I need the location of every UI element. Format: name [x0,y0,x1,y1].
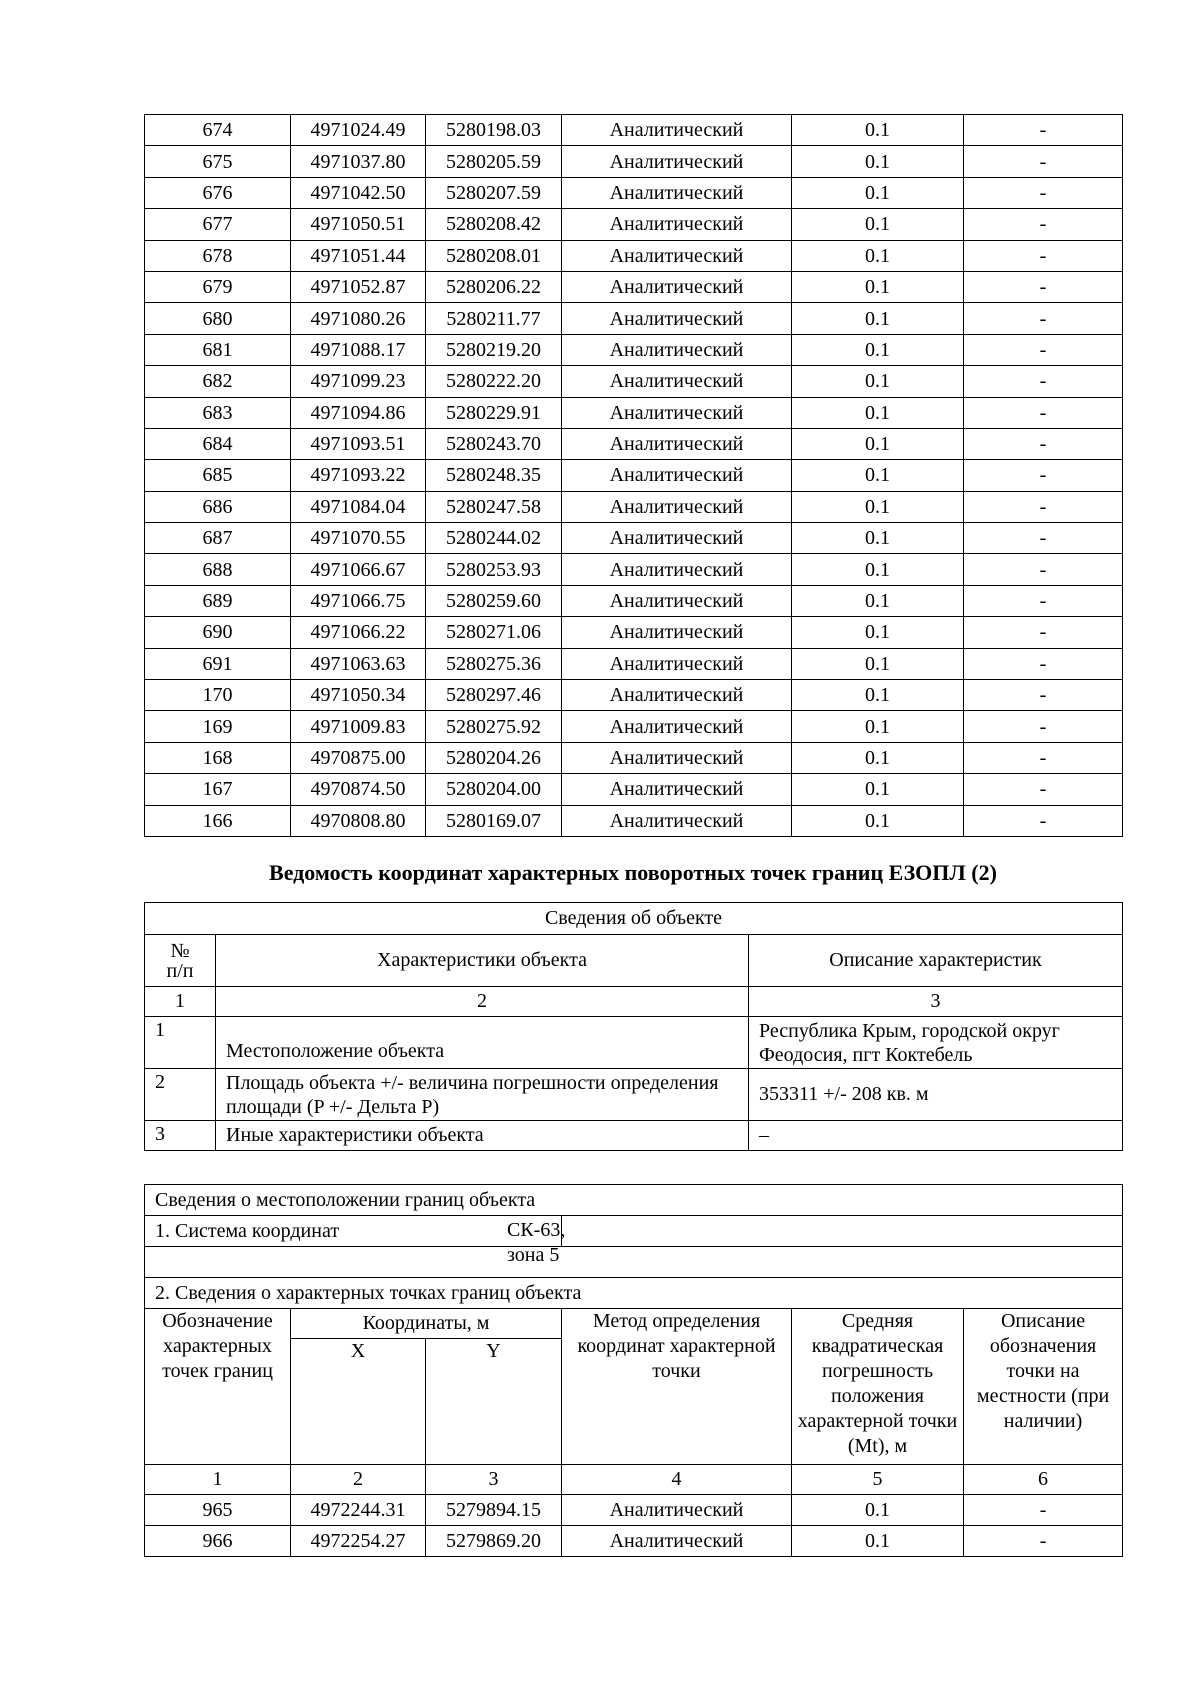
boundary-location-header: Сведения о местоположении границ объекта [145,1185,1123,1216]
point-y: 5280211.77 [426,303,562,334]
point-id: 682 [145,366,291,397]
point-description: - [964,648,1123,679]
point-description: - [964,397,1123,428]
designation-header: Обозначение характерных точек границ [145,1309,291,1465]
point-method: Аналитический [562,303,792,334]
table-row [145,648,1123,679]
table-row [145,240,1123,271]
point-x: 4971042.50 [291,177,426,208]
point-id: 691 [145,648,291,679]
point-error: 0.1 [792,209,964,240]
table-row [145,146,1123,177]
point-error: 0.1 [792,554,964,585]
point-method: Аналитический [562,774,792,805]
point-method: Аналитический [562,209,792,240]
point-x: 4971088.17 [291,334,426,365]
section-title: Ведомость координат характерных поворотных точек границ ЕЗОПЛ (2) [269,860,997,885]
point-description: - [964,1526,1123,1557]
point-description: - [964,805,1123,836]
info-row-description: – [749,1121,1123,1151]
point-id: 686 [145,491,291,522]
point-description: - [964,1495,1123,1526]
point-error: 0.1 [792,271,964,302]
point-description: - [964,366,1123,397]
point-description: - [964,177,1123,208]
col-index: 2 [291,1465,426,1495]
table-row [145,177,1123,208]
point-x: 4970875.00 [291,742,426,773]
table-row [145,115,1123,146]
object-info-header: Сведения об объекте [145,903,1123,935]
table-row [145,397,1123,428]
point-description: - [964,146,1123,177]
point-error: 0.1 [792,303,964,334]
point-x: 4971051.44 [291,240,426,271]
table-row [145,742,1123,773]
table-row [145,711,1123,742]
point-method: Аналитический [562,805,792,836]
point-description: - [964,240,1123,271]
point-y: 5280297.46 [426,680,562,711]
point-description: - [964,711,1123,742]
point-x: 4971093.22 [291,460,426,491]
method-header: Метод определения координат характерной точки [562,1309,792,1465]
point-x: 4970808.80 [291,805,426,836]
point-method: Аналитический [562,240,792,271]
table-row [145,334,1123,365]
point-y: 5280271.06 [426,617,562,648]
info-row-description: Республика Крым, городской округ Феодосия, пгт Коктебель [749,1017,1123,1069]
empty-row [145,1247,1123,1278]
point-x: 4971084.04 [291,491,426,522]
point-description-header: Описание обозначения точки на местности (при наличии) [964,1309,1123,1465]
col-index: 4 [562,1465,792,1495]
point-id: 166 [145,805,291,836]
info-row-number: 2 [145,1069,216,1121]
point-method: Аналитический [562,177,792,208]
info-row-description: 353311 +/- 208 кв. м [749,1069,1123,1121]
point-method: Аналитический [562,523,792,554]
error-header: Средняя квадратическая погрешность положения характерной точки (Mt), м [792,1309,964,1465]
point-y: 5280275.92 [426,711,562,742]
point-description: - [964,554,1123,585]
col-number-header: № п/п [145,935,216,987]
point-id: 676 [145,177,291,208]
point-method: Аналитический [562,491,792,522]
table-row [145,585,1123,616]
point-error: 0.1 [792,1495,964,1526]
col-index-3: 3 [749,987,1123,1017]
point-id: 167 [145,774,291,805]
info-row-characteristic: Площадь объекта +/- величина погрешности определения площади (P +/- Дельта P) [216,1069,749,1121]
point-error: 0.1 [792,1526,964,1557]
boundary-points-label: 2. Сведения о характерных точках границ объекта [145,1278,1123,1309]
point-y: 5280219.20 [426,334,562,365]
point-method: Аналитический [562,617,792,648]
point-description: - [964,585,1123,616]
point-method: Аналитический [562,648,792,679]
table-row [145,774,1123,805]
point-id: 674 [145,115,291,146]
point-method: Аналитический [562,397,792,428]
point-error: 0.1 [792,617,964,648]
point-x: 4972244.31 [291,1495,426,1526]
point-method: Аналитический [562,711,792,742]
point-description: - [964,428,1123,459]
coordinates-header: Координаты, м [291,1309,562,1339]
point-description: - [964,617,1123,648]
col-index: 5 [792,1465,964,1495]
point-y: 5280229.91 [426,397,562,428]
point-method: Аналитический [562,460,792,491]
point-x: 4971093.51 [291,428,426,459]
point-description: - [964,115,1123,146]
table-row [145,617,1123,648]
point-error: 0.1 [792,146,964,177]
point-description: - [964,774,1123,805]
point-id: 685 [145,460,291,491]
point-id: 687 [145,523,291,554]
table-row [145,680,1123,711]
point-x: 4971066.22 [291,617,426,648]
point-x: 4971070.55 [291,523,426,554]
point-id: 678 [145,240,291,271]
point-method: Аналитический [562,742,792,773]
point-x: 4971024.49 [291,115,426,146]
point-description: - [964,209,1123,240]
table-row [145,366,1123,397]
col-index: 6 [964,1465,1123,1495]
point-y: 5280207.59 [426,177,562,208]
point-x: 4971037.80 [291,146,426,177]
col-index-1: 1 [145,987,216,1017]
point-id: 684 [145,428,291,459]
table-row [145,428,1123,459]
point-method: Аналитический [562,1495,792,1526]
col-index: 3 [426,1465,562,1495]
point-y: 5280204.00 [426,774,562,805]
table-row [145,303,1123,334]
col-index-2: 2 [216,987,749,1017]
point-y: 5280259.60 [426,585,562,616]
point-method: Аналитический [562,115,792,146]
point-method: Аналитический [562,1526,792,1557]
point-x: 4971066.67 [291,554,426,585]
point-x: 4971080.26 [291,303,426,334]
point-error: 0.1 [792,711,964,742]
point-error: 0.1 [792,366,964,397]
point-id: 690 [145,617,291,648]
point-method: Аналитический [562,428,792,459]
point-id: 169 [145,711,291,742]
coordinate-system-label: 1. Система координат [155,1219,340,1242]
coordinate-system-row [145,1216,566,1266]
point-description: - [964,742,1123,773]
point-y: 5280248.35 [426,460,562,491]
table-row [145,271,1123,302]
col-characteristics-header: Характеристики объекта [216,935,749,987]
point-y: 5280208.42 [426,209,562,240]
point-y: 5279869.20 [426,1526,562,1557]
info-row-number: 1 [145,1017,216,1069]
point-id: 679 [145,271,291,302]
col-index: 1 [145,1465,291,1495]
point-error: 0.1 [792,742,964,773]
point-id: 680 [145,303,291,334]
point-error: 0.1 [792,523,964,554]
point-method: Аналитический [562,585,792,616]
point-error: 0.1 [792,334,964,365]
point-error: 0.1 [792,805,964,836]
point-x: 4971052.87 [291,271,426,302]
point-y: 5280205.59 [426,146,562,177]
point-id: 966 [145,1526,291,1557]
info-row-characteristic: Иные характеристики объекта [216,1121,749,1151]
table-row [145,460,1123,491]
point-id: 689 [145,585,291,616]
point-x: 4970874.50 [291,774,426,805]
point-description: - [964,460,1123,491]
point-method: Аналитический [562,146,792,177]
point-method: Аналитический [562,366,792,397]
point-y: 5280243.70 [426,428,562,459]
boundary-coordinates-table [144,1184,1123,1557]
x-header: X [291,1339,426,1465]
point-y: 5280247.58 [426,491,562,522]
point-error: 0.1 [792,774,964,805]
point-description: - [964,680,1123,711]
point-id: 677 [145,209,291,240]
point-error: 0.1 [792,177,964,208]
point-description: - [964,303,1123,334]
table-row [145,523,1123,554]
table-row [145,209,1123,240]
point-x: 4971050.51 [291,209,426,240]
point-error: 0.1 [792,460,964,491]
info-row-characteristic: Местоположение объекта [216,1017,749,1069]
point-error: 0.1 [792,115,964,146]
table-row [145,805,1123,836]
point-error: 0.1 [792,585,964,616]
point-y: 5280169.07 [426,805,562,836]
point-description: - [964,491,1123,522]
y-header: Y [426,1339,562,1465]
point-x: 4972254.27 [291,1526,426,1557]
top-coordinates-table [144,114,1123,837]
table-row [145,554,1123,585]
point-x: 4971063.63 [291,648,426,679]
point-id: 688 [145,554,291,585]
point-error: 0.1 [792,397,964,428]
point-id: 170 [145,680,291,711]
point-y: 5280275.36 [426,648,562,679]
point-method: Аналитический [562,680,792,711]
table-row [145,491,1123,522]
point-id: 168 [145,742,291,773]
point-x: 4971066.75 [291,585,426,616]
coordinate-system-value: СК-63, зона 5 [507,1219,566,1266]
point-y: 5280222.20 [426,366,562,397]
coordinate-system-filler [562,1216,1123,1247]
point-id: 675 [145,146,291,177]
point-x: 4971050.34 [291,680,426,711]
info-row-number: 3 [145,1121,216,1151]
point-y: 5280204.26 [426,742,562,773]
col-description-header: Описание характеристик [749,935,1123,987]
point-x: 4971094.86 [291,397,426,428]
point-x: 4971009.83 [291,711,426,742]
point-error: 0.1 [792,491,964,522]
point-y: 5280208.01 [426,240,562,271]
point-y: 5280198.03 [426,115,562,146]
point-y: 5280253.93 [426,554,562,585]
point-description: - [964,334,1123,365]
point-y: 5280206.22 [426,271,562,302]
point-y: 5279894.15 [426,1495,562,1526]
point-method: Аналитический [562,271,792,302]
point-error: 0.1 [792,648,964,679]
point-description: - [964,523,1123,554]
point-method: Аналитический [562,334,792,365]
point-description: - [964,271,1123,302]
point-error: 0.1 [792,680,964,711]
point-id: 965 [145,1495,291,1526]
point-id: 681 [145,334,291,365]
point-id: 683 [145,397,291,428]
point-y: 5280244.02 [426,523,562,554]
point-x: 4971099.23 [291,366,426,397]
object-info-table [144,902,1123,1151]
point-error: 0.1 [792,428,964,459]
point-method: Аналитический [562,554,792,585]
point-error: 0.1 [792,240,964,271]
